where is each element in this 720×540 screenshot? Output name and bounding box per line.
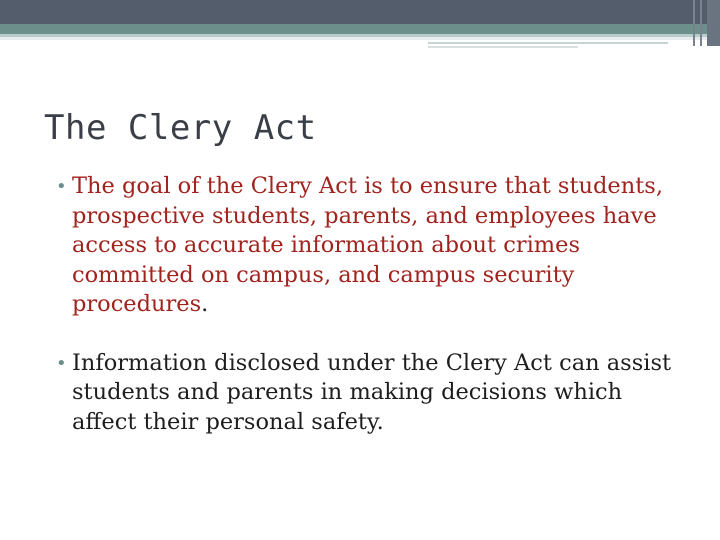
- header-band-teal: [0, 24, 720, 34]
- header-band-shadow: [0, 37, 720, 40]
- header-accent-bar: [700, 0, 702, 46]
- bullet-item: [50, 172, 690, 320]
- slide-title: The Clery Act: [44, 108, 317, 148]
- bullet-item: [50, 349, 690, 438]
- bullet-text-suffix: .: [201, 291, 209, 317]
- header-band-dark: [0, 0, 720, 24]
- header-accent-bar: [707, 0, 720, 46]
- bullet-marker-icon: •: [56, 352, 67, 374]
- bullet-text: The goal of the Clery Act is to ensure that students, prospective students, parents, and employees have access to accurate information about crimes committed on campus, and campus security procedures: [72, 173, 663, 317]
- header-accent-line-short: [428, 46, 578, 48]
- bullet-list: [50, 172, 690, 466]
- bullet-text: Information disclosed under the Clery Act can assist students and parents in making decisions which affect their personal safety.: [72, 349, 672, 435]
- bullet-marker-icon: •: [56, 176, 67, 197]
- header-accent-bar: [693, 0, 695, 46]
- header-accent-line: [428, 42, 668, 44]
